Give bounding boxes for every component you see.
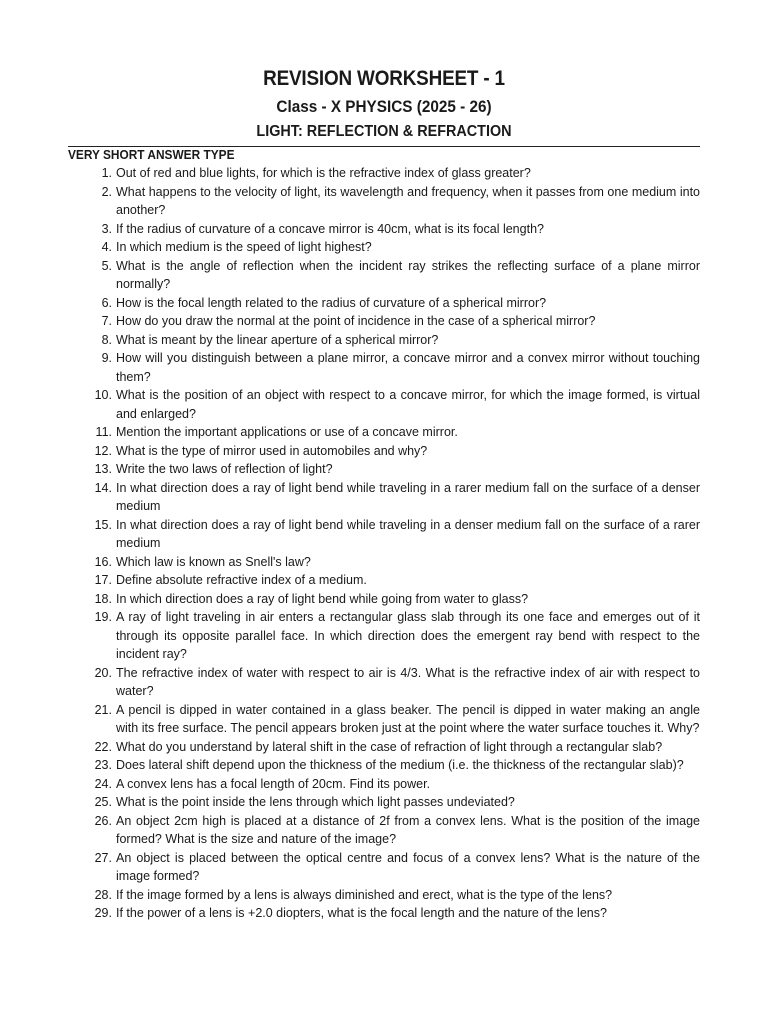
question-text: In which direction does a ray of light bend while going from water to glass? — [116, 591, 529, 606]
question-item — [0, 756, 768, 775]
question-item — [0, 904, 768, 923]
question-number: 28. — [94, 887, 112, 902]
question-text: If the radius of curvature of a concave mirror is 40cm, what is its focal length? — [116, 221, 544, 236]
question-number: 10. — [94, 388, 112, 402]
question-item — [0, 886, 768, 905]
question-item — [0, 183, 768, 220]
question-number: 2. — [101, 184, 112, 199]
question-number: 1. — [101, 166, 112, 180]
question-text: A pencil is dipped in water contained in a glass beaker. The pencil is dipped in water making an angle with its free surface. The pencil appears broken just at the point where the water surface touches it. Why? — [116, 702, 700, 735]
question-text: How is the focal length related to the radius of curvature of a spherical mirror? — [116, 295, 547, 310]
question-number: 12. — [94, 443, 112, 458]
question-text: What do you understand by lateral shift in the case of refraction of light through a rectangular slab? — [116, 739, 663, 754]
question-text: How do you draw the normal at the point of incidence in the case of a spherical mirror? — [116, 314, 596, 328]
question-item — [0, 608, 768, 664]
question-number: 3. — [101, 221, 112, 236]
question-list — [0, 164, 768, 923]
worksheet-subtitle: Class - X PHYSICS (2025 - 26) — [276, 97, 492, 116]
question-item — [0, 793, 768, 812]
question-text: How will you distinguish between a plane mirror, a concave mirror and a convex mirror without touching them? — [116, 351, 700, 384]
question-text: Which law is known as Snell's law? — [116, 554, 311, 569]
question-text: An object is placed between the optical centre and focus of a convex lens? What is the nature of the image formed? — [116, 850, 700, 883]
question-item — [0, 349, 768, 386]
question-number: 9. — [101, 351, 112, 365]
question-item — [0, 423, 768, 442]
question-text: What is the point inside the lens through which light passes undeviated? — [116, 795, 515, 809]
question-number: 16. — [94, 554, 112, 569]
question-item — [0, 460, 768, 479]
question-text: Out of red and blue lights, for which is the refractive index of glass greater? — [116, 166, 531, 180]
worksheet-topic: LIGHT: REFLECTION & REFRACTION — [256, 123, 512, 140]
question-text: Does lateral shift depend upon the thickness of the medium (i.e. the thickness of the rectangular slab)? — [116, 758, 684, 772]
question-item — [0, 238, 768, 257]
question-number: 26. — [94, 813, 112, 828]
section-heading: VERY SHORT ANSWER TYPE — [68, 148, 235, 162]
question-number: 17. — [94, 573, 112, 587]
question-item — [0, 516, 768, 553]
worksheet-title: REVISION WORKSHEET - 1 — [263, 67, 505, 90]
question-text: What is meant by the linear aperture of a spherical mirror? — [116, 332, 439, 347]
question-number: 24. — [94, 776, 112, 791]
question-text: What is the type of mirror used in automobiles and why? — [116, 443, 428, 458]
question-text: What is the position of an object with respect to a concave mirror, for which the image formed, is virtual and enlarged? — [116, 388, 700, 421]
question-text: What is the angle of reflection when the incident ray strikes the reflecting surface of a plane mirror normally? — [116, 258, 700, 291]
question-text: In what direction does a ray of light bend while traveling in a denser medium fall on the surface of a rarer medium — [116, 517, 700, 550]
question-number: 25. — [94, 795, 112, 809]
question-text: The refractive index of water with respect to air is 4/3. What is the refractive index of air with respect to water? — [116, 665, 700, 698]
question-number: 18. — [94, 591, 112, 606]
question-item — [0, 590, 768, 609]
question-item — [0, 331, 768, 350]
question-item — [0, 775, 768, 794]
question-text: If the power of a lens is +2.0 diopters, what is the focal length and the nature of the lens? — [116, 906, 607, 920]
question-number: 4. — [101, 240, 112, 254]
question-number: 8. — [101, 332, 112, 347]
question-number: 21. — [94, 702, 112, 717]
question-number: 15. — [94, 517, 112, 532]
question-text: In which medium is the speed of light highest? — [116, 240, 372, 254]
question-item — [0, 738, 768, 757]
question-text: A convex lens has a focal length of 20cm. Find its power. — [116, 776, 431, 791]
question-item — [0, 571, 768, 590]
question-item — [0, 220, 768, 239]
question-number: 11. — [95, 425, 112, 439]
question-text: In what direction does a ray of light bend while traveling in a rarer medium fall on the surface of a denser medium — [116, 480, 700, 513]
question-text: What happens to the velocity of light, its wavelength and frequency, when it passes from one medium into another? — [116, 184, 700, 217]
question-number: 29. — [94, 906, 112, 920]
question-item — [0, 553, 768, 572]
question-item — [0, 812, 768, 849]
question-number: 14. — [94, 480, 112, 495]
question-text: Define absolute refractive index of a medium. — [116, 573, 367, 587]
question-number: 20. — [94, 665, 112, 680]
question-number: 13. — [94, 462, 112, 476]
question-number: 22. — [94, 739, 112, 754]
question-number: 19. — [94, 610, 112, 624]
question-text: If the image formed by a lens is always diminished and erect, what is the type of the lens? — [116, 887, 613, 902]
question-item — [0, 849, 768, 886]
question-text: An object 2cm high is placed at a distance of 2f from a convex lens. What is the position of the image formed? What is the size and nature of the image? — [116, 813, 700, 846]
question-item — [0, 701, 768, 738]
question-text: A ray of light traveling in air enters a rectangular glass slab through its one face and emerges out of it through its opposite parallel face. In which direction does the emergent ray bend with respect to the incident ray? — [116, 610, 700, 661]
question-number: 7. — [101, 314, 112, 328]
question-item — [0, 164, 768, 183]
question-number: 5. — [101, 258, 112, 273]
question-number: 27. — [94, 850, 112, 865]
question-text: Mention the important applications or use of a concave mirror. — [116, 425, 458, 439]
question-number: 6. — [101, 295, 112, 310]
question-item — [0, 664, 768, 701]
question-text: Write the two laws of reflection of light? — [116, 462, 333, 476]
question-item — [0, 312, 768, 331]
question-item — [0, 386, 768, 423]
question-number: 23. — [94, 758, 112, 772]
question-item — [0, 257, 768, 294]
question-item — [0, 294, 768, 313]
question-item — [0, 442, 768, 461]
question-item — [0, 479, 768, 516]
